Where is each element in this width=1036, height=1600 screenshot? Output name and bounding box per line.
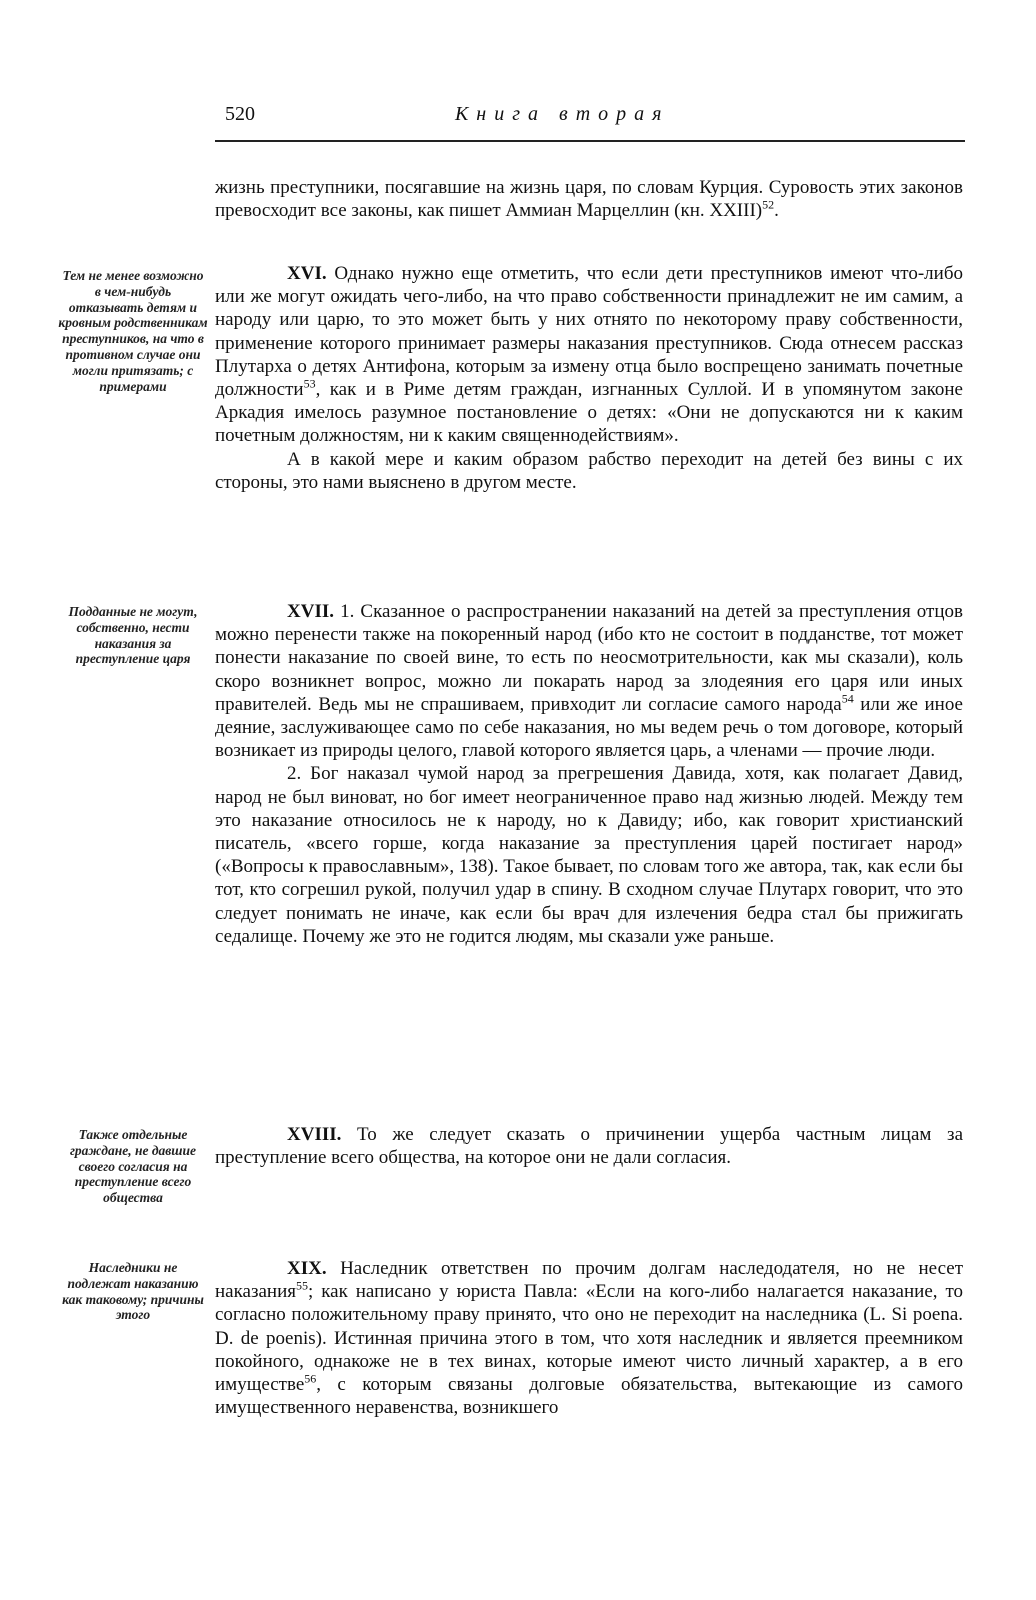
margin-note-4: Наследники не подлежат наказанию как таковому; причины этого: [62, 1260, 204, 1323]
section-number: XVIII.: [287, 1124, 342, 1145]
section-number: XVII.: [287, 601, 334, 622]
page-number: 520: [225, 103, 255, 125]
footnote-ref: 56: [304, 1371, 317, 1386]
intro-text: жизнь преступники, посягавшие на жизнь царя, по словам Курция. Суровость этих законов превосходит все законы, как пишет Аммиан Марцеллин (кн. XXIII): [215, 177, 963, 222]
paragraph: 2. Бог наказал чумой народ за прегрешения Давида, хотя, как полагает Давид, народ не был виноват, но бог имеет неограниченное право над жизнью людей. Между тем это наказание относилось не к народу, но к Давиду; ибо, как говорит христианский писатель, «всего горше, когда наказание за преступления царей постигает народ» («Вопросы к православным», 138). Такое бывает, по словам того же автора, так, как если бы тот, кто согрешил рукой, получил удар в спину. В сходном случае Плутарх говорит, что это следует понимать не иначе, как если бы врач для излечения бедра стал бы прижигать седалище. Почему же это не годится людям, мы сказали уже раньше.: [215, 763, 963, 947]
paragraph: А в какой мере и каким образом рабство переходит на детей без вины с их стороны, это нами выяснено в другом месте.: [215, 448, 963, 493]
section-number: XIX.: [287, 1258, 327, 1279]
section-xvi: XVI. Однако нужно еще отметить, что если дети преступников имеют что-либо или же могут ожидать чего-либо, на что право собственности принадлежит не им самим, а народу или царю, то это может быть у них отнято по некоторому праву собственности, применение которого принимает размеры наказания преступников. Сюда отнесем рассказ Плутарха о детях Антифона, которым за измену отца было воспрещено занимать почетные должности$^{53}$, как и в Риме детям граждан, изгнанных Суллой. И в упомянутом законе Аркадия имелось разумное постановление о детях: «Они не допускаются ни к каким почетным должностям, ни к каким священнодействиям». А в какой мере и каким образом рабство переходит на детей без вины с их стороны, это нами выяснено в другом месте.: [215, 263, 963, 493]
footnote-ref: 55: [296, 1278, 308, 1293]
page-header: [215, 100, 965, 142]
footnote-ref: 52: [762, 197, 775, 212]
section-xix: XIX. Наследник ответствен по прочим долгам наследодателя, но не несет наказания$^{55}$; как написано у юриста Павла: «Если на кого-либо налагается наказание, то согласно положительному праву принято, что оно не переходит на наследника (L. Si poena. D. de poenis). Истинная причина этого в том, что хотя наследник и является преемником покойного, однакоже не в тех винах, которые имеют чисто личный характер, а в его имуществе$^{56}$, с которым связаны долговые обязательства, вытекающие из самого имущественного неравенства, возникшего: [215, 1258, 963, 1419]
section-xviii: XVIII. То же следует сказать о причинении ущерба частным лицам за преступление всего общества, на которое они не дали согласия.: [215, 1124, 963, 1169]
margin-note-1: Тем не менее возможно в чем-нибудь отказывать детям и кровным родственникам преступников, на что в противном случае они могли притязать; с примерами: [58, 268, 208, 394]
margin-note-2: Подданные не могут, собственно, нести наказания за преступление царя: [68, 604, 198, 667]
section-number: XVI.: [287, 263, 327, 284]
footnote-ref: 53: [303, 376, 316, 391]
margin-note-3: Также отдельные граждане, не давшие своего согласия на преступление всего общества: [69, 1127, 197, 1206]
intro-paragraph: жизнь преступники, посягавшие на жизнь царя, по словам Курция. Суровость этих законов превосходит все законы, как пишет Аммиан Марцеллин (кн. XXIII)$^{52}$.: [215, 177, 963, 222]
running-title: Книга вторая: [455, 103, 670, 125]
section-xvii: XVII. 1. Сказанное о распространении наказаний на детей за преступления отцов можно перенести также на покоренный народ (ибо кто не состоит в подданстве, тот может понести наказание по своей вине, то есть по неосмотрительности, как мы сказали), коль скоро возникнет вопрос, можно ли покарать народ за злодеяния его царя или иных правителей. Ведь мы не спрашиваем, привходит ли согласие самого народа$^{54}$ или же иное деяние, заслуживающее само по себе наказания, но мы ведем речь о том договоре, который возникает из природы целого, главой которого является царь, а членами — прочие люди. 2. Бог наказал чумой народ за прегрешения Давида, хотя, как полагает Давид, народ не был виноват, но бог имеет неограниченное право над жизнью людей. Между тем это наказание относилось не к народу, но к Давиду; ибо, как говорит христианский писатель, «всего горше, когда наказание за преступления царей постигает народ» («Вопросы к православным», 138). Такое бывает, по словам того же автора, так, как если бы тот, кто согрешил рукой, получил удар в спину. В сходном случае Плутарх говорит, что это следует понимать не иначе, как если бы врач для излечения бедра стал бы прижигать седалище. Почему же это не годится людям, мы сказали уже раньше.: [215, 601, 963, 947]
footnote-ref: 54: [841, 691, 854, 706]
